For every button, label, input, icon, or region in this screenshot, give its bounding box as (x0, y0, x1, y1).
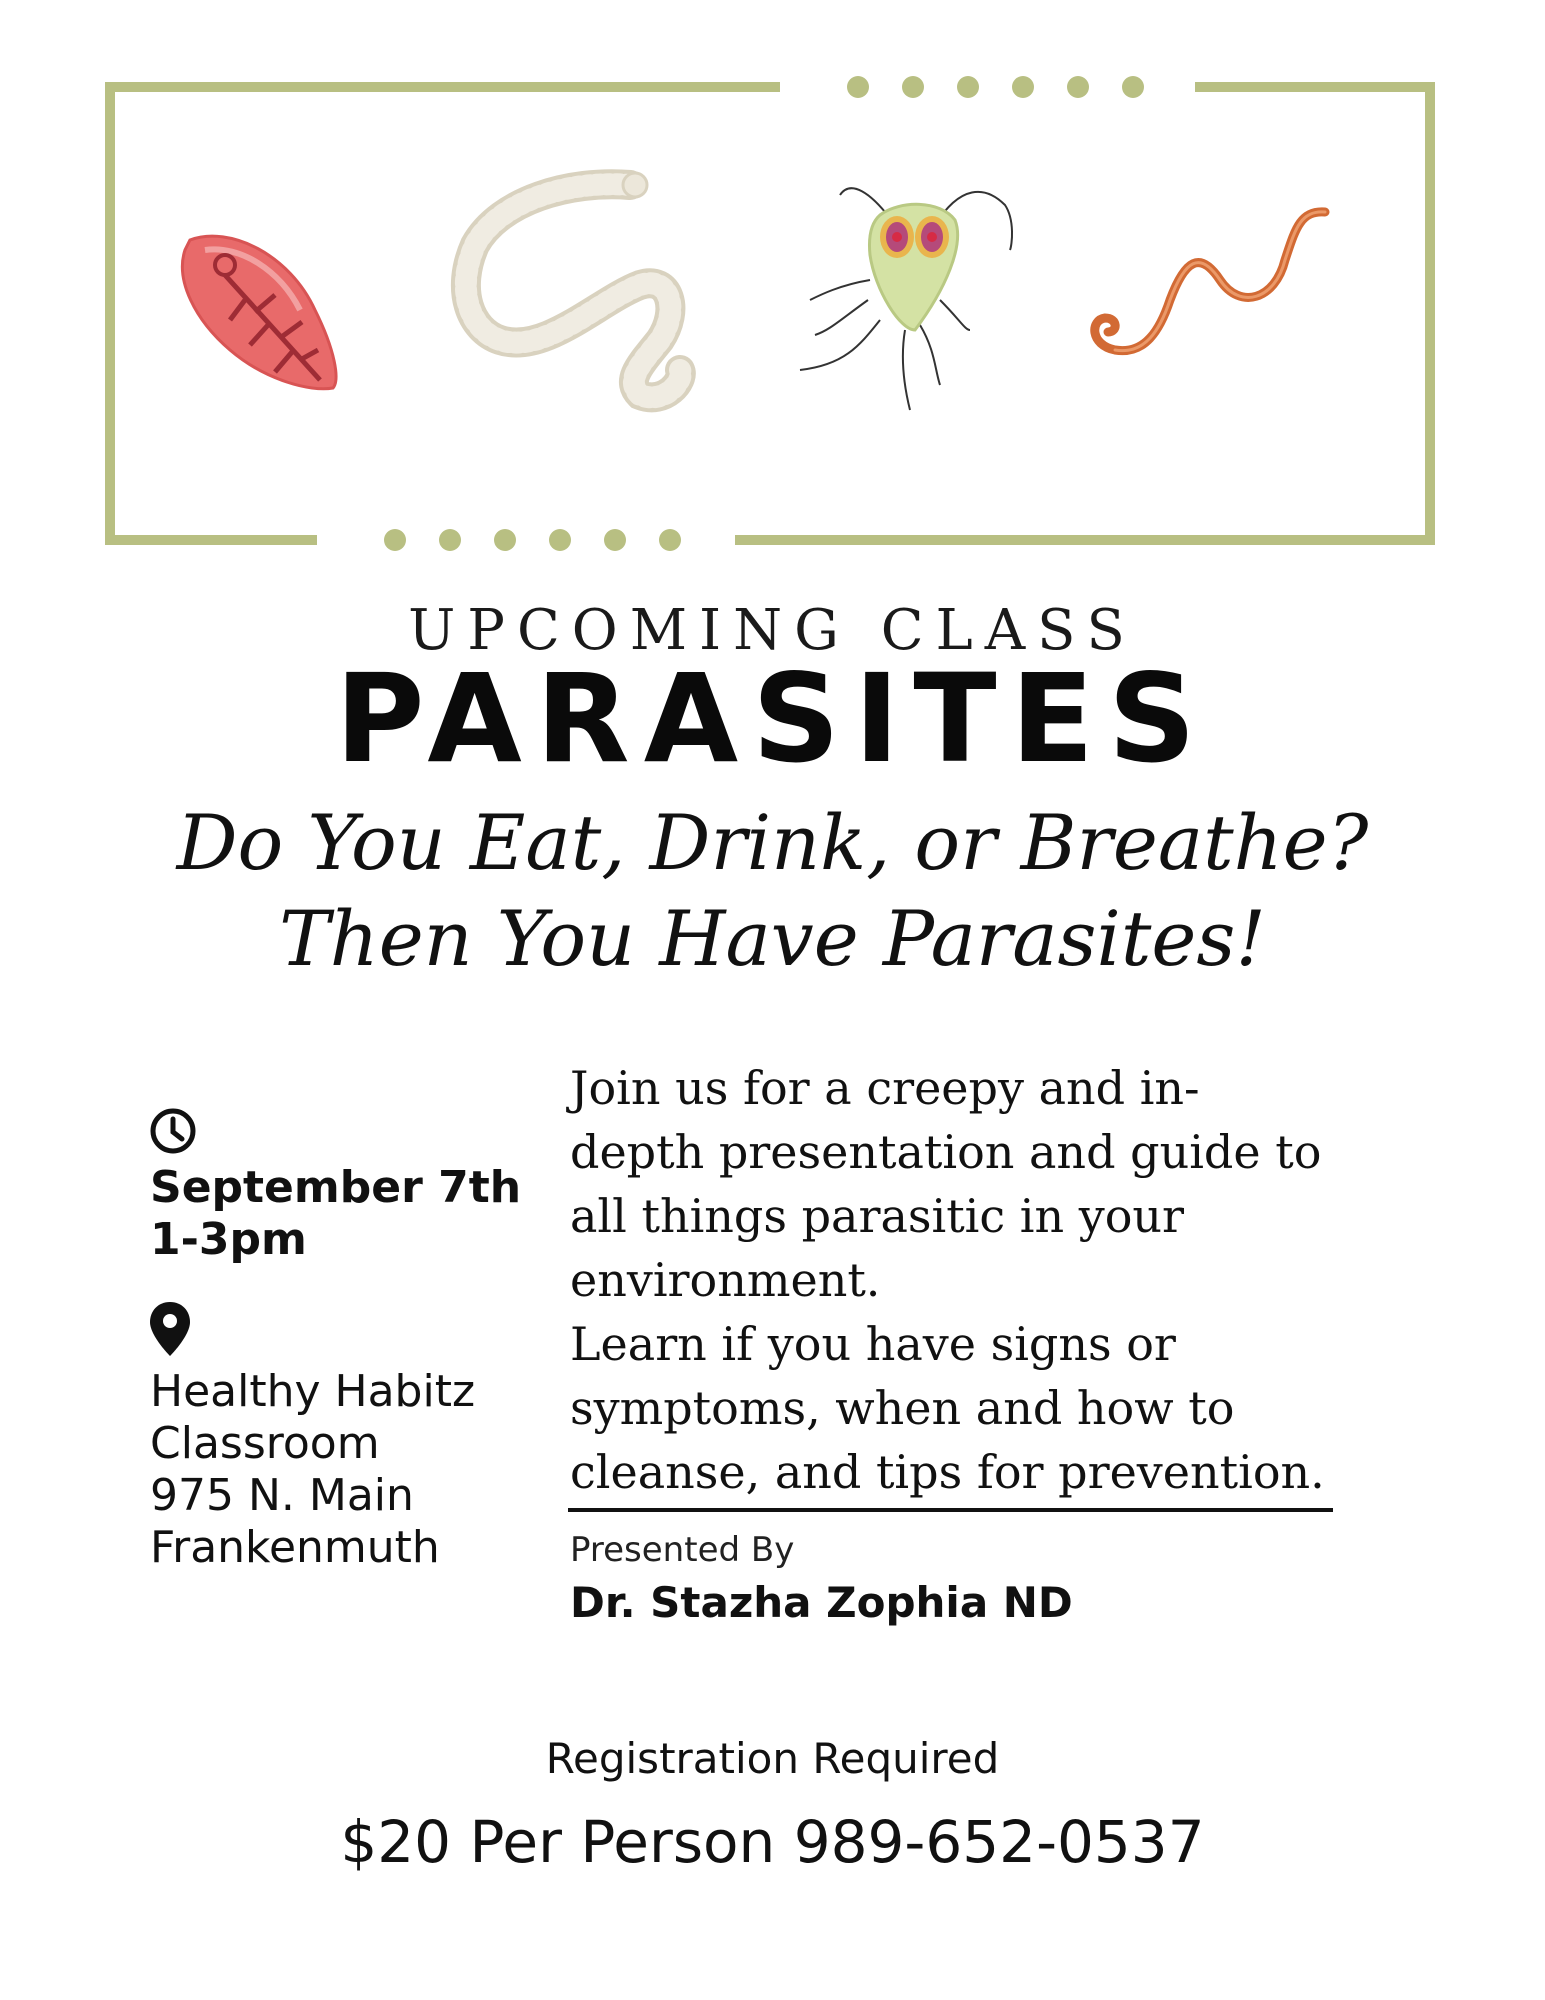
event-time: 1-3pm (150, 1214, 307, 1265)
giardia-icon (800, 188, 1012, 410)
presenter-name: Dr. Stazha Zophia ND (570, 1578, 1073, 1627)
event-datetime (150, 1162, 550, 1266)
tagline-line-1: Do You Eat, Drink, or Breathe? (176, 798, 1369, 887)
event-description (570, 1056, 1330, 1504)
bottom-dots (384, 529, 681, 551)
tagline-line-2: Then You Have Parasites! (279, 894, 1266, 983)
description-paragraph-2: Learn if you have signs or symptoms, when and how to cleanse, and tips for prevention. (570, 1317, 1325, 1499)
decorative-frame (0, 0, 1545, 560)
presented-by-label: Presented By (570, 1530, 795, 1570)
location-line-1: Healthy Habitz (150, 1366, 476, 1417)
clock-icon (148, 1106, 198, 1156)
registration-note: Registration Required (545, 1734, 1000, 1783)
eyebrow-text: UPCOMING CLASS (408, 598, 1137, 663)
tapeworm-icon (466, 173, 681, 397)
divider (568, 1508, 1333, 1512)
location-line-3: 975 N. Main (150, 1470, 414, 1521)
fluke-icon (182, 236, 336, 389)
price-and-phone: $20 Per Person 989-652-0537 (340, 1808, 1205, 1876)
top-dots (847, 76, 1144, 98)
location-line-4: Frankenmuth (150, 1522, 440, 1573)
event-location (150, 1366, 550, 1574)
location-line-2: Classroom (150, 1418, 380, 1469)
event-date: September 7th (150, 1162, 522, 1213)
description-paragraph-1: Join us for a creepy and in-depth presentation and guide to all things parasitic in your environment. (570, 1061, 1322, 1307)
location-pin-icon (148, 1300, 192, 1358)
roundworm-icon (1095, 212, 1325, 351)
page-title: PARASITES (335, 648, 1210, 790)
